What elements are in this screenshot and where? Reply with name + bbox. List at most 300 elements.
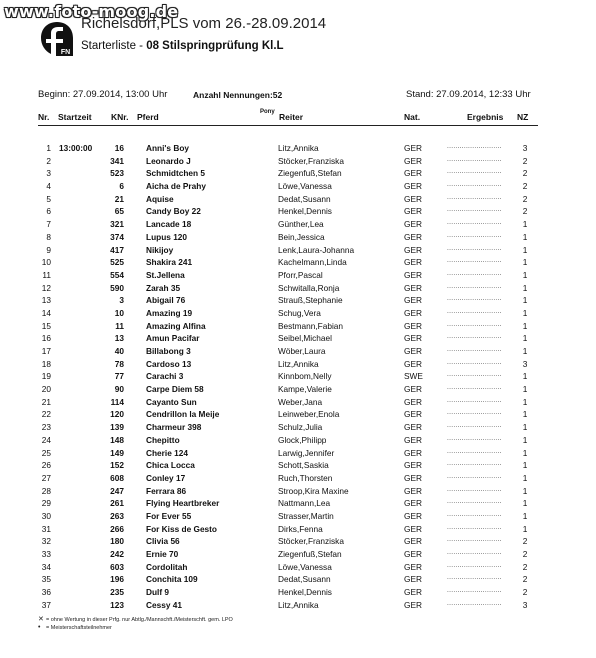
- result-placeholder: ..........................: [447, 358, 502, 366]
- list-label: Starterliste -: [81, 40, 147, 52]
- starter-nat: GER: [404, 244, 422, 255]
- starter-nr: 19: [41, 371, 51, 382]
- table-row: [0, 194, 596, 207]
- starter-nz: 1: [522, 346, 528, 356]
- table-row: [0, 245, 596, 258]
- starter-knr: 13: [114, 333, 124, 344]
- result-placeholder: ..........................: [447, 561, 502, 569]
- starter-knr: 40: [114, 346, 124, 356]
- starter-rider: Nattmann,Lea: [278, 498, 331, 509]
- result-placeholder: ..........................: [447, 333, 502, 341]
- starter-nz: 1: [522, 523, 528, 534]
- result-placeholder: ..........................: [447, 472, 502, 480]
- table-row: [0, 295, 596, 308]
- starter-rider: Ziegenfuß,Stefan: [278, 549, 342, 559]
- table-row: [0, 143, 596, 156]
- result-placeholder: ..........................: [447, 510, 502, 518]
- result-placeholder: ..........................: [447, 231, 502, 239]
- starter-rider: Löwe,Vanessa: [278, 181, 332, 192]
- starter-rider: Kampe,Valerie: [278, 384, 332, 395]
- starter-rider: Ziegenfuß,Stefan: [278, 168, 342, 179]
- starter-nr: 14: [41, 307, 51, 318]
- starter-nz: 1: [522, 396, 528, 407]
- table-row: [0, 511, 596, 524]
- starter-nr: 11: [42, 269, 51, 280]
- starter-nz: 1: [522, 257, 528, 268]
- starter-nat: GER: [404, 460, 422, 471]
- starter-nat: GER: [404, 295, 422, 306]
- starter-horse: Amazing Alfina: [146, 320, 206, 331]
- starter-nz: 1: [522, 307, 528, 318]
- starter-horse: Cendrillon la Meije: [146, 409, 220, 420]
- starter-horse: Charmeur 398: [146, 422, 202, 433]
- cross-icon: ✕: [38, 616, 44, 623]
- starter-nr: 35: [41, 574, 51, 585]
- starter-nz: 1: [522, 434, 528, 445]
- starter-rider: Schott,Saskia: [278, 460, 329, 471]
- footnote-championship-text: = Meisterschaftsteilnehmer: [46, 625, 112, 631]
- starter-knr: 78: [114, 358, 124, 369]
- table-row: [0, 435, 596, 448]
- result-placeholder: ..........................: [447, 536, 502, 544]
- col-header-knr: KNr.: [111, 112, 129, 122]
- table-row: [0, 206, 596, 219]
- table-row: [0, 232, 596, 245]
- starter-nr: 27: [41, 472, 51, 483]
- starter-nz: 1: [522, 219, 528, 230]
- starter-nat: GER: [404, 307, 422, 318]
- table-row: [0, 498, 596, 511]
- table-row: [0, 308, 596, 321]
- starter-nat: GER: [404, 333, 422, 344]
- starter-nat: GER: [404, 320, 422, 331]
- starter-nat: GER: [404, 422, 422, 433]
- starter-knr: 261: [110, 498, 124, 509]
- starter-nr: 36: [41, 587, 51, 598]
- starter-nat: GER: [404, 155, 422, 166]
- starter-rider: Bein,Jessica: [278, 231, 325, 242]
- starter-nr: 34: [41, 561, 51, 572]
- event-title: Richelsdorf,PLS vom 26.-28.09.2014: [81, 15, 327, 32]
- result-placeholder: ..........................: [447, 269, 502, 277]
- starter-nz: 1: [522, 231, 528, 242]
- starter-rider: Leinweber,Enola: [278, 409, 340, 420]
- starter-nz: 1: [522, 384, 528, 395]
- result-placeholder: ..........................: [447, 599, 502, 607]
- starter-knr: 139: [110, 422, 124, 433]
- status-time: Stand: 27.09.2014, 12:33 Uhr: [406, 89, 531, 100]
- col-header-nr: Nr.: [38, 112, 50, 122]
- starter-knr: 196: [110, 574, 124, 585]
- result-placeholder: ..........................: [447, 320, 502, 328]
- starter-nat: GER: [404, 181, 422, 192]
- table-row: [0, 587, 596, 600]
- table-row: [0, 333, 596, 346]
- result-placeholder: ..........................: [447, 498, 502, 506]
- starter-horse: Amazing 19: [146, 307, 193, 318]
- begin-time: Beginn: 27.09.2014, 13:00 Uhr: [38, 89, 168, 100]
- starter-knr: 6: [119, 181, 124, 192]
- starter-nz: 2: [522, 561, 528, 572]
- starter-horse: Abigail 76: [146, 295, 186, 306]
- starter-horse: Chica Locca: [146, 460, 195, 471]
- result-placeholder: ..........................: [447, 181, 502, 189]
- result-placeholder: ..........................: [447, 346, 502, 353]
- table-row: [0, 181, 596, 194]
- starter-horse: For Kiss de Gesto: [146, 523, 218, 534]
- table-row: [0, 156, 596, 169]
- starter-horse: Candy Boy 22: [146, 206, 201, 217]
- entries-count: Anzahl Nennungen:52: [193, 90, 283, 100]
- starter-nat: GER: [404, 472, 422, 483]
- col-header-ergebnis: Ergebnis: [467, 112, 504, 122]
- starter-knr: 374: [110, 231, 124, 242]
- starter-nr: 30: [41, 510, 51, 521]
- result-placeholder: ..........................: [447, 384, 502, 392]
- starter-horse: Cherie 124: [146, 447, 188, 458]
- starter-nat: GER: [404, 384, 422, 395]
- table-row: [0, 536, 596, 549]
- starter-knr: 77: [114, 371, 124, 382]
- starter-nat: GER: [404, 231, 422, 242]
- starter-rider: Dedat,Susann: [278, 193, 331, 204]
- table-row: [0, 486, 596, 499]
- starter-nz: 2: [522, 181, 528, 192]
- starter-knr: 114: [110, 396, 124, 407]
- starter-knr: 11: [115, 320, 124, 331]
- starter-horse: Leonardo J: [146, 155, 191, 166]
- col-header-reiter: Reiter: [279, 112, 304, 122]
- starter-rider: Stroop,Kira Maxine: [278, 485, 349, 496]
- starter-nat: GER: [404, 346, 422, 356]
- starter-knr: 341: [110, 155, 124, 166]
- starter-rider: Günther,Lea: [278, 219, 324, 230]
- starter-horse: Anni's Boy: [146, 143, 189, 153]
- starter-nz: 2: [522, 587, 528, 598]
- starter-horse: Aicha de Prahy: [146, 181, 206, 192]
- starter-nr: 2: [46, 155, 51, 166]
- result-placeholder: ..........................: [447, 523, 502, 531]
- starter-knr: 16: [114, 143, 124, 153]
- starter-horse: Carachi 3: [146, 371, 184, 382]
- starter-nr: 21: [41, 396, 51, 407]
- fn-logo: [40, 21, 74, 57]
- result-placeholder: ..........................: [447, 193, 502, 201]
- starter-horse: Shakira 241: [146, 257, 193, 268]
- starter-horse: Cessy 41: [146, 599, 182, 610]
- starter-knr: 608: [110, 472, 124, 483]
- result-placeholder: ..........................: [447, 219, 502, 227]
- starter-rider: Stöcker,Franziska: [278, 536, 344, 547]
- starter-nat: GER: [404, 536, 422, 547]
- starter-horse: Billabong 3: [146, 346, 191, 356]
- starter-horse: Schmidtchen 5: [146, 168, 206, 179]
- table-row: [0, 257, 596, 270]
- starter-time: 13:00:00: [59, 143, 93, 153]
- starter-nr: 16: [41, 333, 51, 344]
- result-placeholder: ..........................: [447, 371, 502, 379]
- col-header-nz: NZ: [517, 112, 529, 122]
- starter-nr: 23: [41, 422, 51, 433]
- starter-rider: Litz,Annika: [278, 143, 319, 153]
- starter-horse: Cardoso 13: [146, 358, 192, 369]
- result-placeholder: ..........................: [447, 168, 502, 176]
- starter-nat: GER: [404, 396, 422, 407]
- starter-nr: 10: [41, 257, 51, 268]
- starter-knr: 417: [110, 244, 124, 255]
- starter-horse: Lancade 18: [146, 219, 192, 230]
- starter-horse: Lupus 120: [146, 231, 188, 242]
- starter-nat: GER: [404, 447, 422, 458]
- starter-nz: 2: [522, 206, 528, 217]
- starter-rider: Litz,Annika: [278, 599, 319, 610]
- starter-nr: 7: [46, 219, 51, 230]
- starter-knr: 266: [110, 523, 124, 534]
- result-placeholder: ..........................: [447, 409, 502, 417]
- starter-horse: Ferrara 86: [146, 485, 187, 496]
- starter-nz: 1: [522, 422, 528, 433]
- starter-knr: 590: [110, 282, 124, 293]
- starter-nr: 17: [41, 346, 51, 356]
- result-placeholder: ..........................: [447, 396, 502, 404]
- starter-knr: 148: [110, 434, 124, 445]
- starter-horse: Conchita 109: [146, 574, 198, 585]
- starter-nr: 28: [41, 485, 51, 496]
- table-row: [0, 168, 596, 181]
- result-placeholder: ..........................: [447, 447, 502, 455]
- starter-nat: GER: [404, 257, 422, 268]
- result-placeholder: ..........................: [447, 549, 502, 556]
- starter-knr: 247: [110, 485, 124, 496]
- starter-nz: 2: [522, 574, 528, 585]
- starter-rider: Bestmann,Fabian: [278, 320, 344, 331]
- col-header-pferd: Pferd: [137, 112, 159, 122]
- starter-nz: 2: [522, 549, 528, 559]
- starter-horse: Dulf 9: [146, 587, 170, 598]
- starter-knr: 90: [114, 384, 124, 395]
- starter-nat: GER: [404, 434, 422, 445]
- starter-nr: 3: [46, 168, 51, 179]
- starter-nat: GER: [404, 561, 422, 572]
- starter-knr: 21: [114, 193, 124, 204]
- starter-horse: Chepitto: [146, 434, 180, 445]
- starter-nz: 1: [522, 333, 528, 344]
- starter-rider: Strauß,Stephanie: [278, 295, 343, 306]
- starter-knr: 523: [110, 168, 124, 179]
- starter-nz: 1: [522, 320, 528, 331]
- starter-rider: Kachelmann,Linda: [278, 257, 347, 268]
- starter-nat: GER: [404, 143, 422, 153]
- starter-nr: 32: [41, 536, 51, 547]
- starter-rider: Henkel,Dennis: [278, 587, 332, 598]
- starter-nz: 2: [522, 155, 528, 166]
- starter-nr: 33: [41, 549, 51, 559]
- starter-nr: 4: [46, 181, 51, 192]
- table-row: [0, 359, 596, 372]
- starter-knr: 525: [110, 257, 124, 268]
- result-placeholder: ..........................: [447, 485, 502, 493]
- starter-rider: Schwitalla,Ronja: [278, 282, 340, 293]
- col-header-pony: Pony: [260, 109, 275, 115]
- table-row: [0, 524, 596, 537]
- starter-nr: 5: [46, 193, 51, 204]
- starter-nz: 1: [522, 371, 528, 382]
- starter-nz: 3: [522, 599, 528, 610]
- starter-knr: 120: [110, 409, 124, 420]
- footnote-championship: [38, 624, 112, 631]
- starter-nz: 1: [522, 295, 528, 306]
- starter-nr: 6: [46, 206, 51, 217]
- starter-nz: 1: [522, 510, 528, 521]
- starter-horse: Flying Heartbreker: [146, 498, 220, 509]
- starter-nat: GER: [404, 510, 422, 521]
- starter-nr: 37: [41, 599, 51, 610]
- table-row: [0, 283, 596, 296]
- starter-knr: 152: [110, 460, 124, 471]
- starter-rider: Stöcker,Franziska: [278, 155, 344, 166]
- starter-rider: Schug,Vera: [278, 307, 321, 318]
- starter-nat: GER: [404, 549, 422, 559]
- starter-horse: Nikijoy: [146, 244, 174, 255]
- footnote-no-rating: [38, 615, 233, 623]
- result-placeholder: ..........................: [447, 295, 502, 303]
- starter-knr: 10: [114, 307, 124, 318]
- starter-nr: 9: [46, 244, 51, 255]
- starter-nat: GER: [404, 282, 422, 293]
- starter-rider: Glock,Philipp: [278, 434, 327, 445]
- table-row: [0, 460, 596, 473]
- starter-knr: 180: [110, 536, 124, 547]
- table-row: [0, 409, 596, 422]
- table-row: [0, 473, 596, 486]
- starter-rider: Larwig,Jennifer: [278, 447, 335, 458]
- starter-rider: Seibel,Michael: [278, 333, 332, 344]
- starter-rider: Dedat,Susann: [278, 574, 331, 585]
- starter-knr: 603: [110, 561, 124, 572]
- logo-text: FN: [60, 49, 71, 56]
- starter-nat: GER: [404, 409, 422, 420]
- starter-nz: 3: [522, 143, 528, 153]
- starter-rider: Dirks,Fenna: [278, 523, 323, 534]
- starter-nr: 18: [41, 358, 51, 369]
- starter-rider: Lenk,Laura-Johanna: [278, 244, 355, 255]
- starter-nr: 31: [41, 523, 51, 534]
- col-header-startzeit: Startzeit: [58, 112, 92, 122]
- starter-rider: Löwe,Vanessa: [278, 561, 332, 572]
- starter-horse: Amun Pacifar: [146, 333, 200, 344]
- table-row: [0, 600, 596, 613]
- col-header-nat: Nat.: [404, 112, 421, 122]
- table-row: [0, 346, 596, 359]
- starter-horse: Zarah 35: [146, 282, 181, 293]
- starter-nz: 1: [522, 460, 528, 471]
- starter-nz: 2: [522, 168, 528, 179]
- table-row: [0, 562, 596, 575]
- table-row: [0, 422, 596, 435]
- starter-rider: Pforr,Pascal: [278, 269, 323, 280]
- list-subtitle: [81, 40, 284, 52]
- starter-nz: 2: [522, 536, 528, 547]
- starter-nat: GER: [404, 574, 422, 585]
- starter-list: [0, 143, 596, 612]
- starter-horse: Cordolitah: [146, 561, 188, 572]
- result-placeholder: ..........................: [447, 257, 502, 265]
- starter-knr: 3: [119, 295, 124, 306]
- result-placeholder: ..........................: [447, 143, 502, 150]
- starter-nr: 29: [41, 498, 51, 509]
- starter-horse: For Ever 55: [146, 510, 192, 521]
- starter-nz: 1: [522, 472, 528, 483]
- starter-nat: GER: [404, 206, 422, 217]
- starter-knr: 242: [110, 549, 124, 559]
- table-row: [0, 219, 596, 232]
- result-placeholder: ..........................: [447, 460, 502, 468]
- starter-nat: GER: [404, 599, 422, 610]
- watermark: www.foto-moog.de: [4, 2, 179, 21]
- result-placeholder: ..........................: [447, 244, 502, 252]
- starter-nz: 1: [522, 447, 528, 458]
- result-placeholder: ..........................: [447, 282, 502, 290]
- result-placeholder: ..........................: [447, 574, 502, 582]
- starter-nr: 8: [46, 231, 51, 242]
- starter-nr: 22: [41, 409, 51, 420]
- starter-nz: 1: [522, 269, 528, 280]
- starter-rider: Strasser,Martin: [278, 510, 334, 521]
- starter-rider: Litz,Annika: [278, 358, 319, 369]
- table-row: [0, 549, 596, 562]
- starter-horse: Ernie 70: [146, 549, 179, 559]
- starter-nr: 25: [41, 447, 51, 458]
- starter-nat: GER: [404, 523, 422, 534]
- starter-knr: 263: [110, 510, 124, 521]
- table-row: [0, 270, 596, 283]
- starter-nat: GER: [404, 358, 422, 369]
- starter-nr: 26: [41, 460, 51, 471]
- starter-rider: Schulz,Julia: [278, 422, 323, 433]
- table-row: [0, 384, 596, 397]
- starter-nz: 2: [522, 193, 528, 204]
- starter-knr: 65: [114, 206, 124, 217]
- starter-nz: 1: [522, 244, 528, 255]
- starter-horse: Aquise: [146, 193, 174, 204]
- starter-nz: 1: [522, 498, 528, 509]
- starter-nr: 15: [41, 320, 51, 331]
- starter-rider: Ruch,Thorsten: [278, 472, 333, 483]
- starter-horse: Conley 17: [146, 472, 186, 483]
- starter-horse: Carpe Diem 58: [146, 384, 204, 395]
- starter-horse: Cayanto Sun: [146, 396, 197, 407]
- result-placeholder: ..........................: [447, 587, 502, 595]
- dot-icon: •: [38, 624, 41, 631]
- competition-name: 08 Stilspringprüfung Kl.L: [146, 40, 284, 52]
- starter-knr: 123: [110, 599, 124, 610]
- starter-horse: Clivia 56: [146, 536, 180, 547]
- table-row: [0, 574, 596, 587]
- starter-nr: 13: [41, 295, 51, 306]
- footnote-no-rating-text: = ohne Wertung in dieser Prfg. nur Abtlg./Mannschft./Meisterschft. gem. LPO: [46, 617, 233, 623]
- starter-nat: GER: [404, 485, 422, 496]
- starter-nr: 12: [41, 282, 51, 293]
- starter-rider: Weber,Jana: [278, 396, 323, 407]
- table-row: [0, 397, 596, 410]
- table-row: [0, 321, 596, 334]
- starter-rider: Kinnbom,Nelly: [278, 371, 332, 382]
- table-row: [0, 371, 596, 384]
- starter-nr: 20: [41, 384, 51, 395]
- starter-nr: 24: [41, 434, 51, 445]
- starter-nat: GER: [404, 168, 422, 179]
- result-placeholder: ..........................: [447, 422, 502, 430]
